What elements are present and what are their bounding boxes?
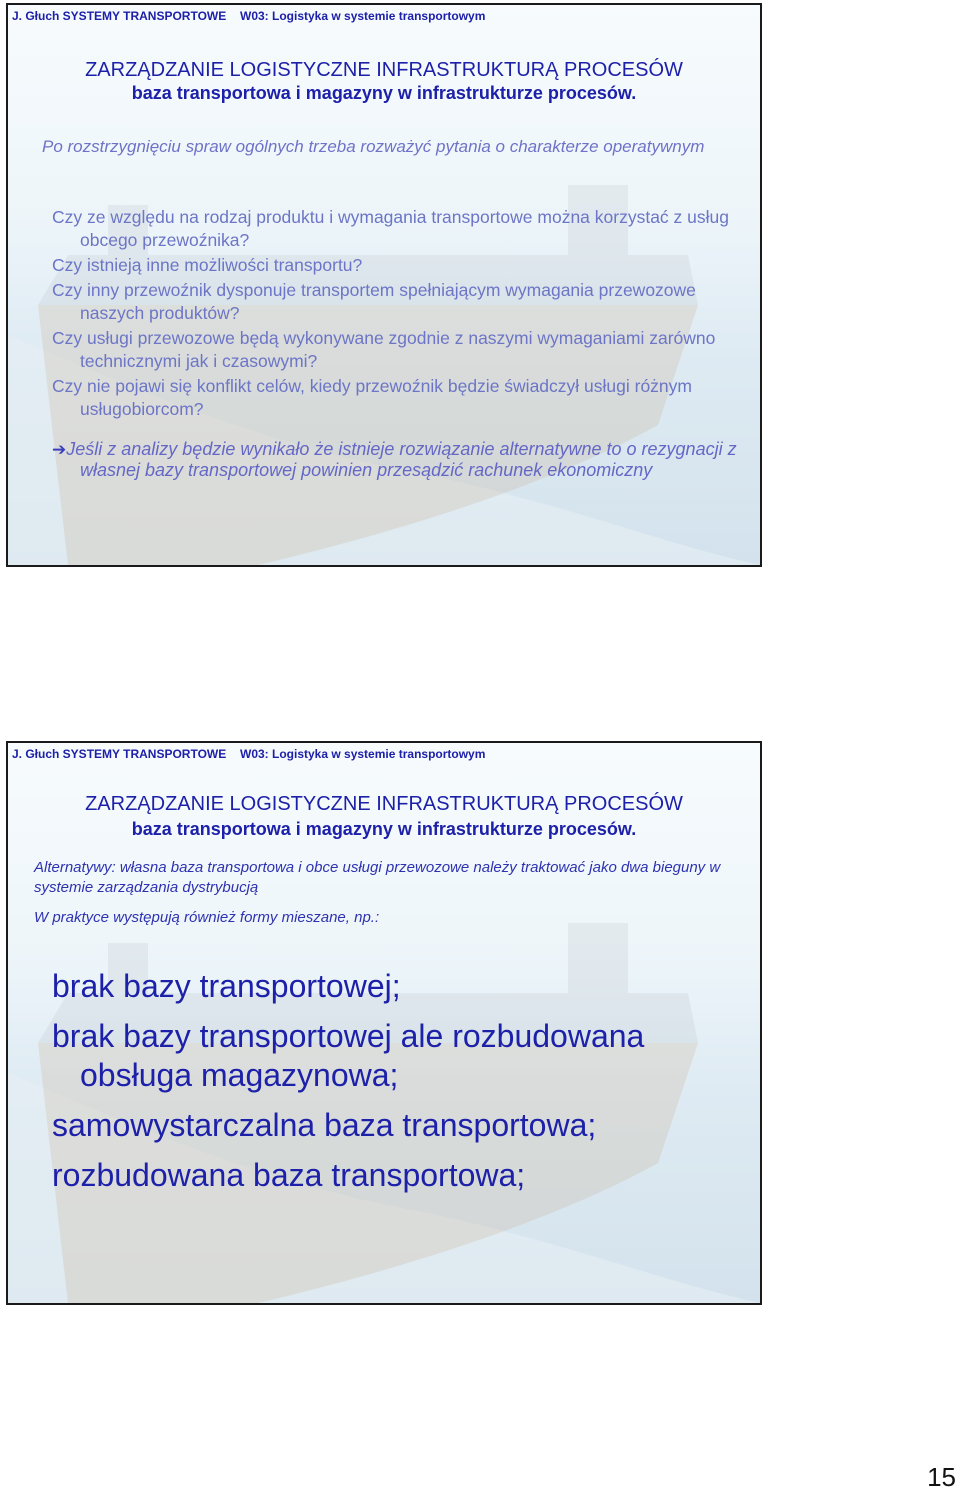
header-lecture: W03: Logistyka w systemie transportowym bbox=[240, 747, 486, 761]
header-lecture: W03: Logistyka w systemie transportowym bbox=[240, 9, 486, 23]
form-item: brak bazy transportowej ale rozbudowana obsługa magazynowa; bbox=[52, 1018, 645, 1093]
forms-list bbox=[52, 967, 752, 1206]
header-author-course: J. Głuch SYSTEMY TRANSPORTOWE bbox=[12, 747, 227, 761]
intro-text: Po rozstrzygnięciu spraw ogólnych trzeba rozważyć pytania o charakterze operatywnym bbox=[42, 137, 705, 156]
slide-subtitle: baza transportowa i magazyny w infrastrukturze procesów. bbox=[131, 819, 637, 839]
conclusion-text: Jeśli z analizy będzie wynikało że istnieje rozwiązanie alternatywne to o rezygnacji z własnej bazy transportowej powinien przesądzić rachunek ekonomiczny bbox=[66, 439, 737, 480]
form-item: samowystarczalna baza transportowa; bbox=[52, 1107, 597, 1143]
form-item: brak bazy transportowej; bbox=[52, 968, 401, 1004]
slide-2 bbox=[6, 741, 762, 1305]
conclusion bbox=[52, 439, 760, 481]
question-item: Czy istnieją inne możliwości transportu? bbox=[52, 255, 363, 275]
slide-1 bbox=[6, 3, 762, 567]
alternatives-text: Alternatywy: własna baza transportowa i obce usługi przewozowe należy traktować jako dwa bieguny w systemie zarządzania dystrybucją bbox=[34, 859, 721, 896]
question-item: Czy ze względu na rodzaj produktu i wymagania transportowe można korzystać z usług obcego przewoźnika? bbox=[52, 207, 729, 250]
question-item: Czy usługi przewozowe będą wykonywane zgodnie z naszymi wymaganiami zarówno technicznymi jak i czasowymi? bbox=[52, 328, 716, 371]
questions-list bbox=[52, 206, 742, 423]
page-number: 15 bbox=[927, 1462, 956, 1492]
form-item: rozbudowana baza transportowa; bbox=[52, 1157, 526, 1193]
slide-title: ZARZĄDZANIE LOGISTYCZNE INFRASTRUKTURĄ PROCESÓW bbox=[85, 59, 683, 81]
arrow-right-icon: ➔ bbox=[52, 440, 67, 459]
question-item: Czy nie pojawi się konflikt celów, kiedy przewoźnik będzie świadczył usługi różnym usługobiorcom? bbox=[52, 376, 692, 419]
header-author-course: J. Głuch SYSTEMY TRANSPORTOWE bbox=[12, 9, 227, 23]
mixed-forms-text: W praktyce występują również formy mieszane, np.: bbox=[34, 909, 380, 926]
question-item: Czy inny przewoźnik dysponuje transportem spełniającym wymagania przewozowe naszych produktów? bbox=[52, 280, 696, 323]
slide-subtitle: baza transportowa i magazyny w infrastrukturze procesów. bbox=[131, 83, 637, 103]
slide-title: ZARZĄDZANIE LOGISTYCZNE INFRASTRUKTURĄ PROCESÓW bbox=[85, 793, 683, 815]
